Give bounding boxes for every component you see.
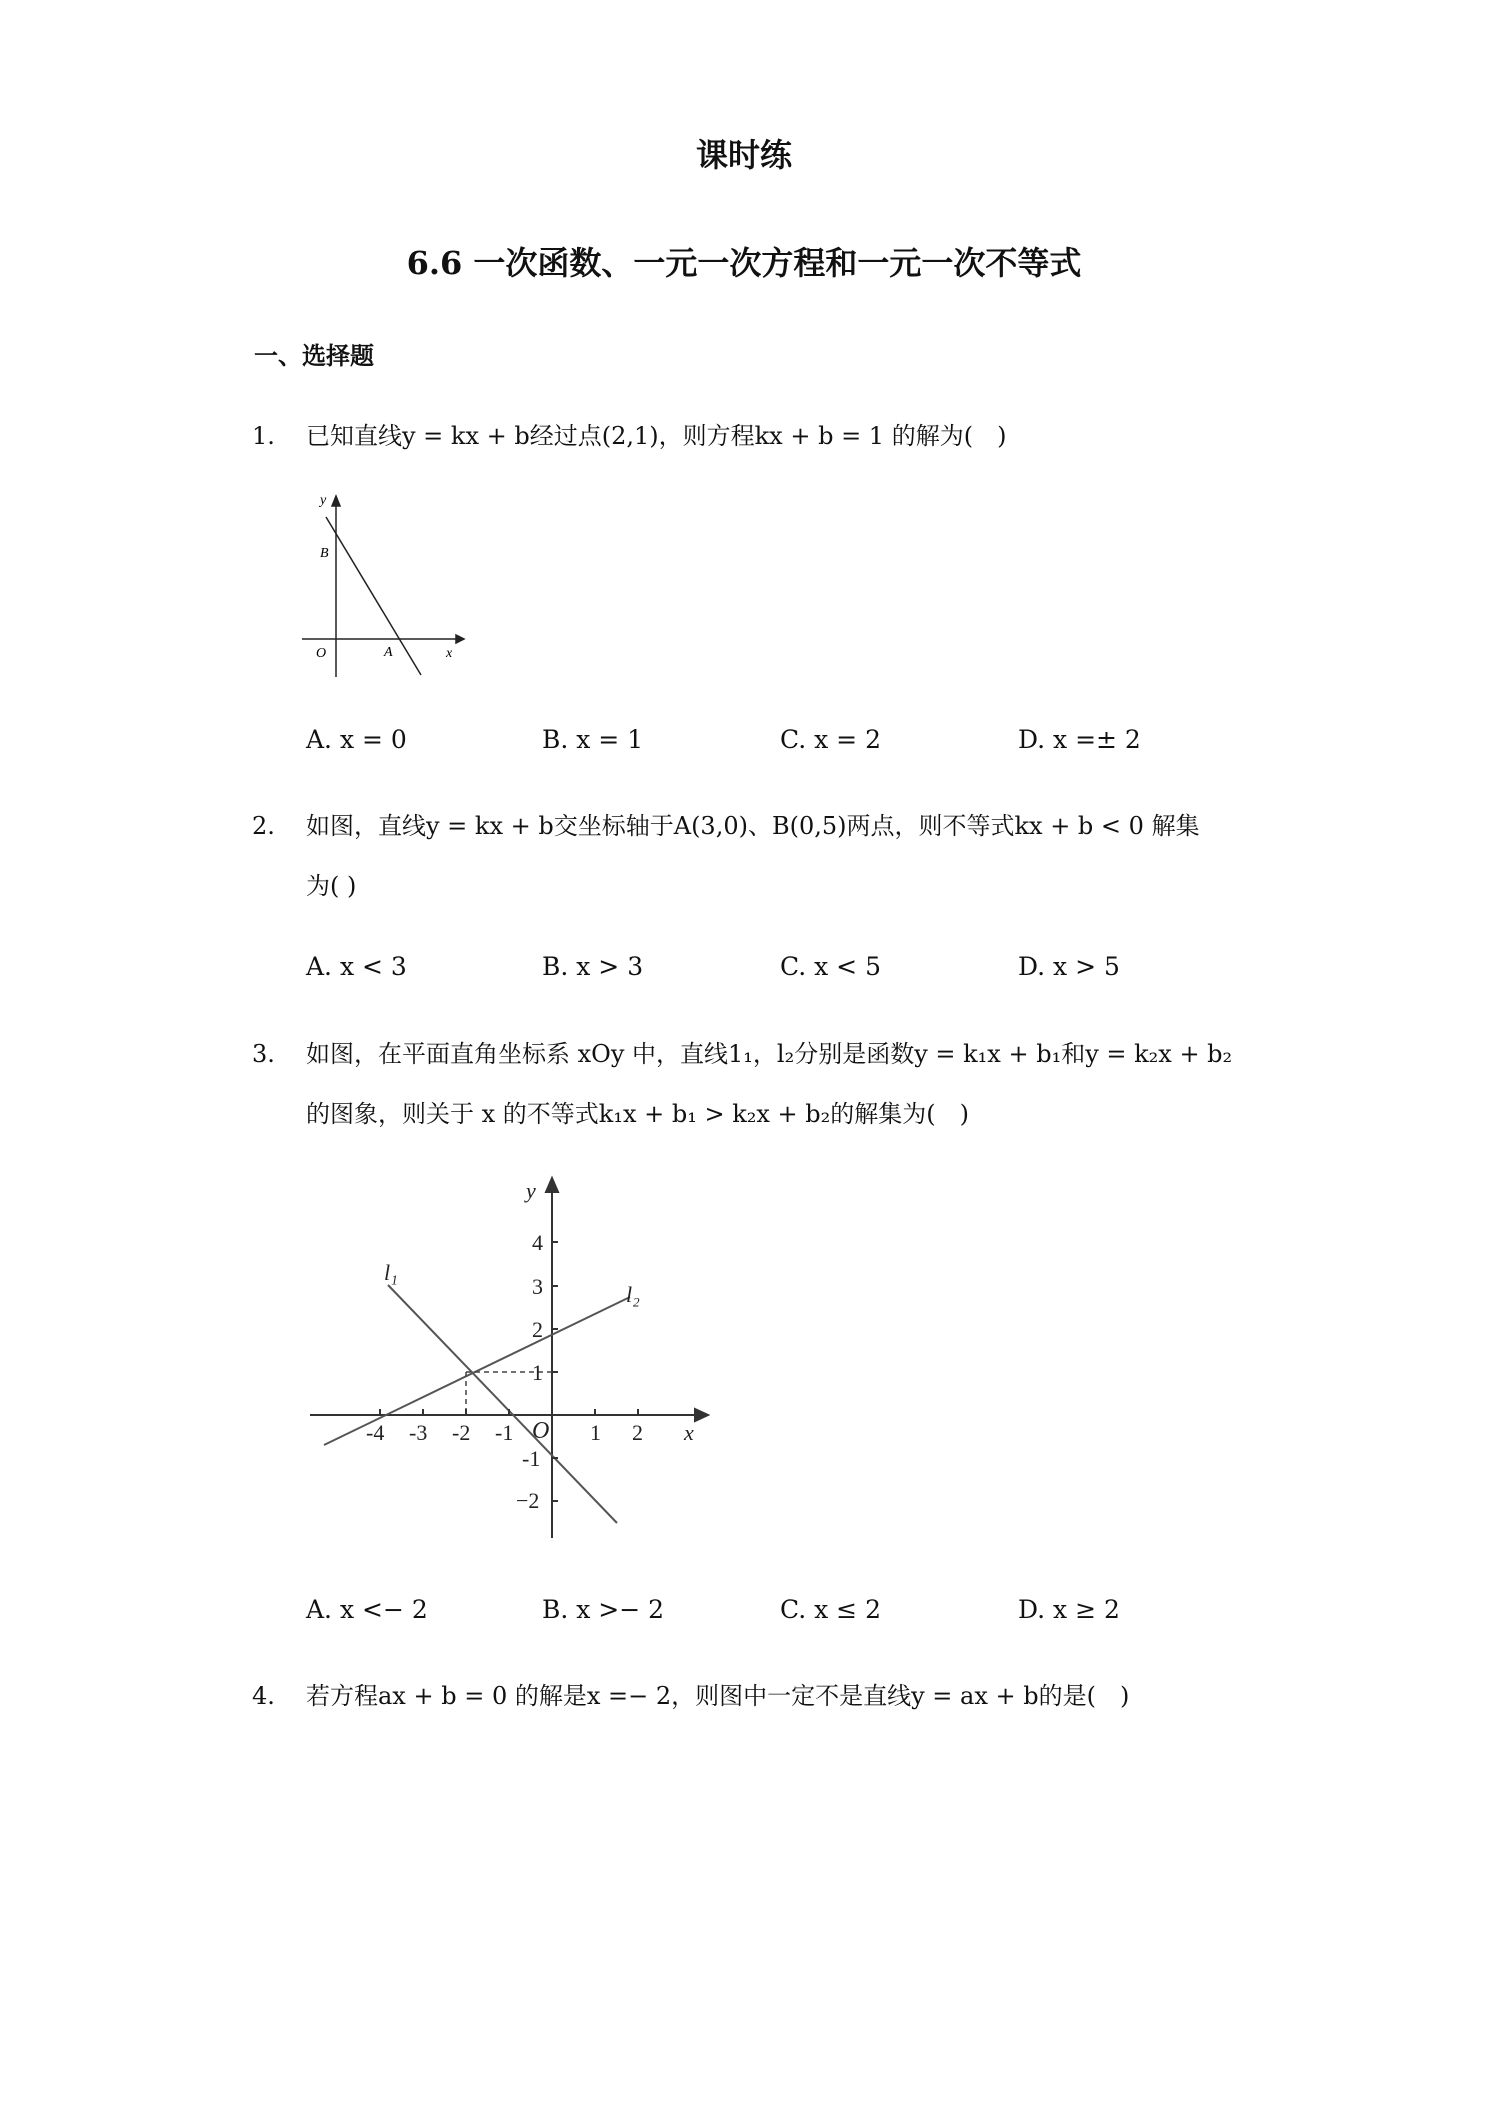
question-3-text-line1: 如图，在平面直角坐标系 xOy 中，直线1₁，l₂分别是函数y = k₁x + b₁和y = k₂x + b₂ xyxy=(306,1040,1233,1068)
q2-option-a[interactable]: A. x < 3 xyxy=(306,952,407,981)
x-tick-neg3: -3 xyxy=(409,1420,428,1445)
question-2-text-line1: 如图，直线y = kx + b交坐标轴于A(3,0)、B(0,5)两点，则不等式kx + b < 0 解集 xyxy=(306,812,1200,840)
q2-option-b[interactable]: B. x > 3 xyxy=(542,952,644,981)
q3-option-d[interactable]: D. x ≥ 2 xyxy=(1018,1595,1120,1624)
q2-option-d[interactable]: D. x > 5 xyxy=(1018,952,1120,981)
x-tick-1: 1 xyxy=(590,1420,601,1445)
q1-option-c[interactable]: C. x = 2 xyxy=(780,725,881,754)
question-1-figure xyxy=(296,492,466,682)
y-tick-2: 2 xyxy=(532,1317,543,1342)
x-axis-arrow xyxy=(456,635,464,643)
x-tick-2: 2 xyxy=(632,1420,643,1445)
y-tick-1: 1 xyxy=(532,1360,543,1385)
x-tick-neg1: -1 xyxy=(495,1420,514,1445)
page-subtitle: 6.6 一次函数、一元一次方程和一元一次不等式 xyxy=(406,244,1082,282)
x-tick-neg2: -2 xyxy=(452,1420,471,1445)
question-3-figure xyxy=(300,1170,720,1550)
x-axis-arrow xyxy=(695,1409,708,1421)
question-4-number: 4. xyxy=(252,1682,275,1710)
y-axis-label: y xyxy=(526,1178,536,1203)
x-axis-label: x xyxy=(684,1420,694,1445)
question-2-number: 2. xyxy=(252,812,275,840)
y-tick-neg2: −2 xyxy=(516,1488,540,1513)
y-tick-3: 3 xyxy=(532,1274,543,1299)
point-a-label: A xyxy=(384,645,393,660)
line-l2-label: l₂ xyxy=(626,1282,640,1307)
x-axis-label: x xyxy=(446,646,453,661)
y-axis-arrow xyxy=(332,496,340,506)
question-2-text-line2: 为( ) xyxy=(306,872,357,900)
question-3-number: 3. xyxy=(252,1040,275,1068)
line-ab xyxy=(326,517,421,675)
question-1-number: 1. xyxy=(252,422,275,450)
x-tick-neg4: -4 xyxy=(366,1420,385,1445)
page-title: 课时练 xyxy=(695,136,792,174)
origin-label: O xyxy=(532,1418,550,1444)
y-tick-neg1: -1 xyxy=(522,1446,541,1471)
question-4-text: 若方程ax + b = 0 的解是x =− 2，则图中一定不是直线y = ax + b的是( ) xyxy=(306,1682,1130,1710)
q3-option-b[interactable]: B. x >− 2 xyxy=(542,1595,665,1624)
q1-option-b[interactable]: B. x = 1 xyxy=(542,725,644,754)
q3-option-c[interactable]: C. x ≤ 2 xyxy=(780,1595,881,1624)
y-axis-arrow xyxy=(546,1178,558,1192)
y-axis-label: y xyxy=(320,493,327,508)
origin-label: O xyxy=(316,646,327,661)
q2-option-c[interactable]: C. x < 5 xyxy=(780,952,881,981)
q3-option-a[interactable]: A. x <− 2 xyxy=(306,1595,428,1624)
line-l1-label: l₁ xyxy=(384,1260,398,1285)
point-b-label: B xyxy=(320,546,329,561)
section-heading: 一、选择题 xyxy=(254,342,374,370)
q1-option-d[interactable]: D. x =± 2 xyxy=(1018,725,1141,754)
y-tick-4: 4 xyxy=(532,1230,543,1255)
question-1-text: 已知直线y = kx + b经过点(2,1)，则方程kx + b = 1 的解为( ) xyxy=(306,422,1007,450)
question-3-text-line2: 的图象，则关于 x 的不等式k₁x + b₁ > k₂x + b₂的解集为( ) xyxy=(306,1100,969,1128)
q1-option-a[interactable]: A. x = 0 xyxy=(306,725,407,754)
